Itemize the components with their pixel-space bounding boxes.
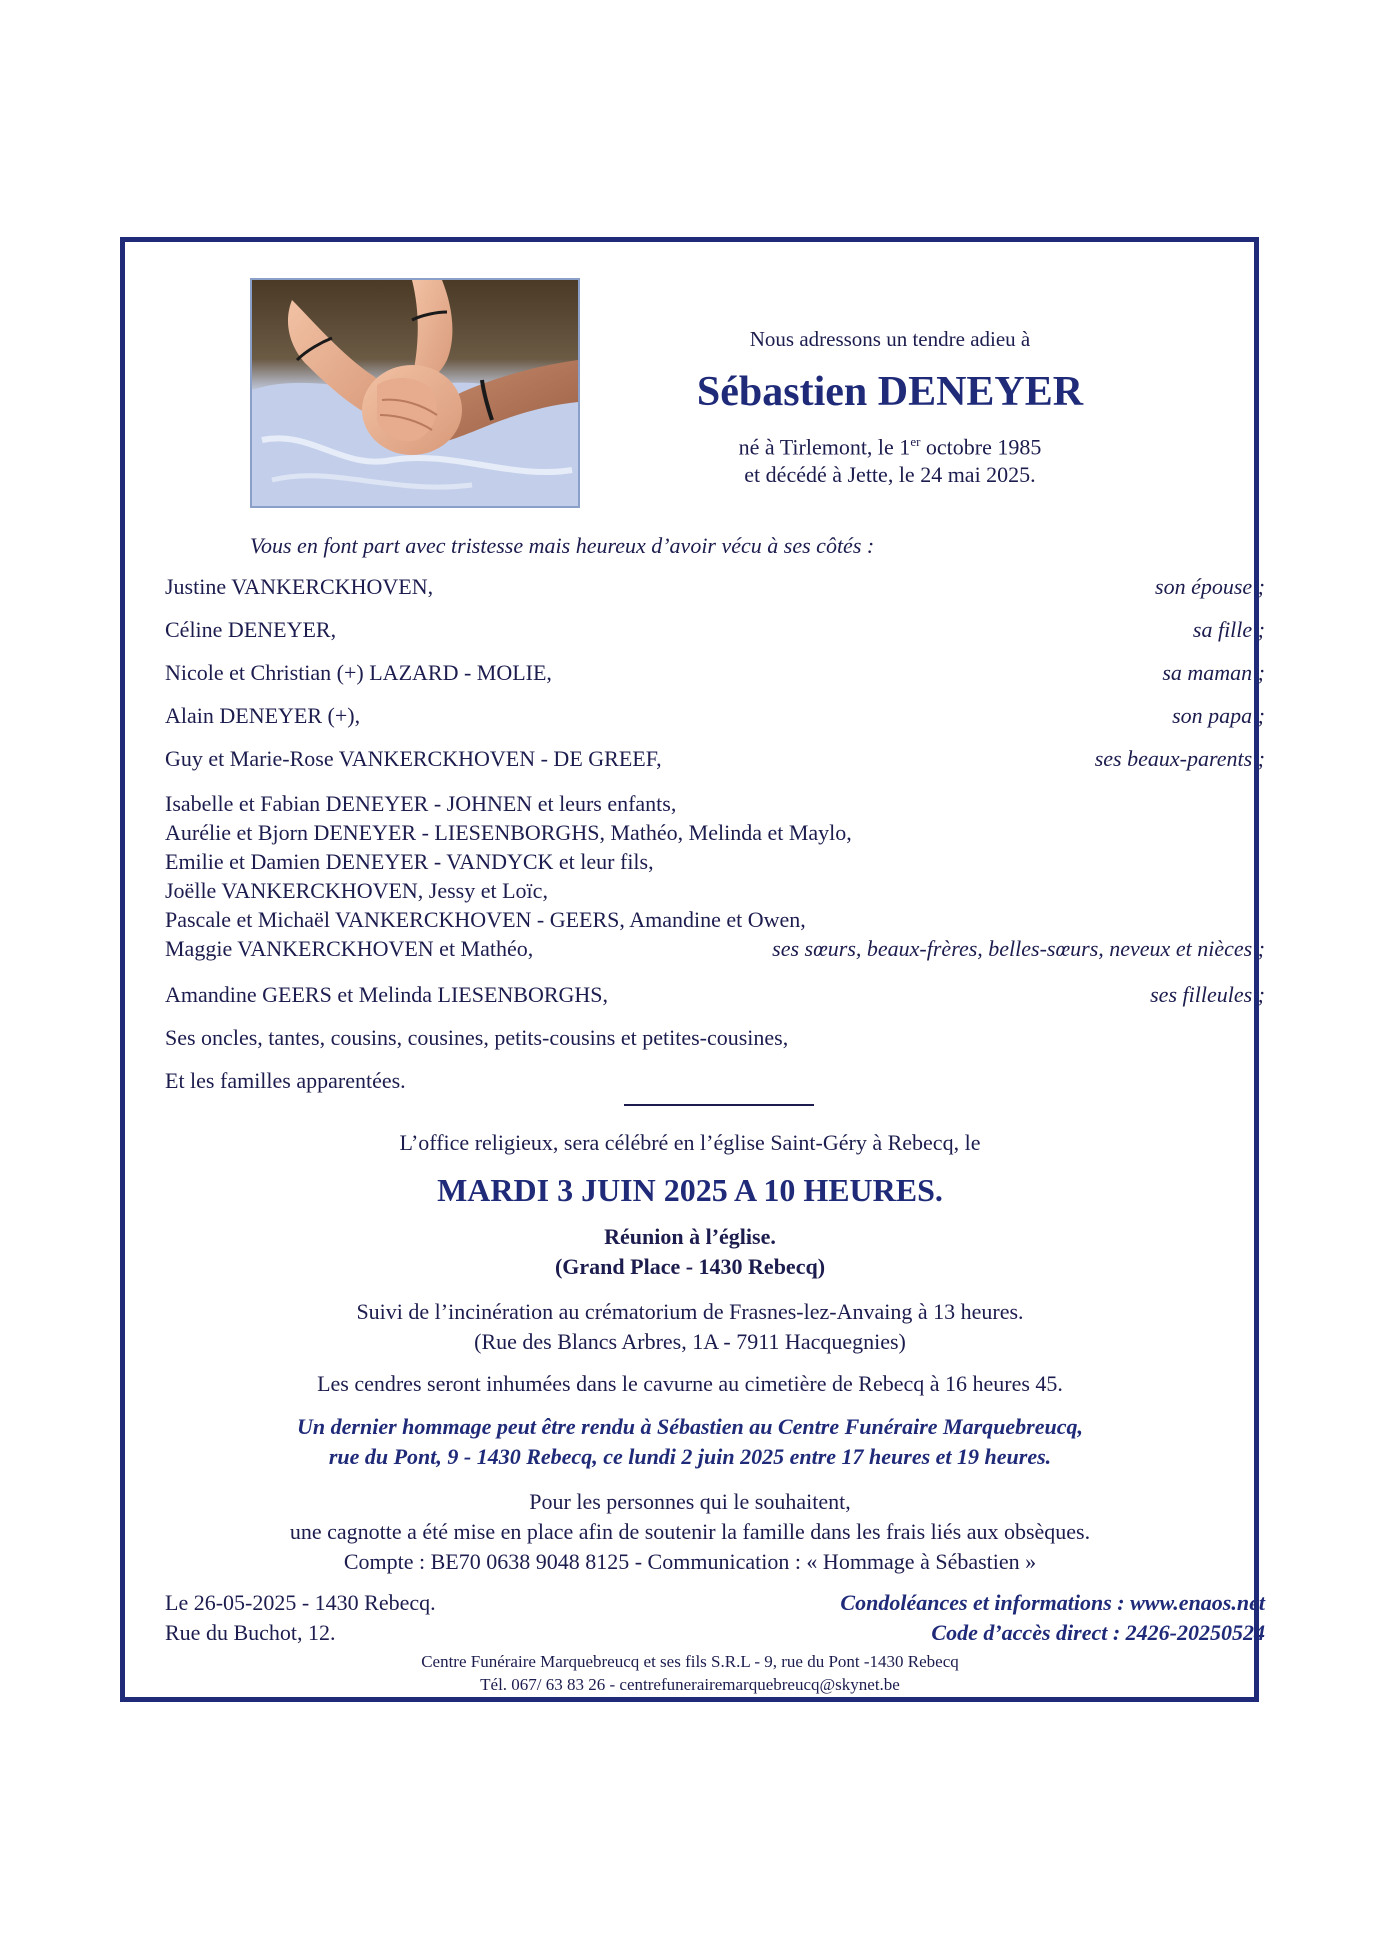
relative-name: Guy et Marie-Rose VANKERCKHOVEN - DE GREEF,	[165, 746, 662, 771]
relative-relation: ses beaux-parents ;	[1094, 746, 1265, 771]
sibling-name: Isabelle et Fabian DENEYER - JOHNEN et leurs enfants,	[165, 791, 677, 816]
extended-family-row	[165, 1066, 1265, 1096]
fundraiser-line: une cagnotte a été mise en place afin de soutenir la famille dans les frais liés aux obsèques.	[289, 1519, 1091, 1544]
footer-condolences	[840, 1588, 1265, 1648]
relative-row	[165, 658, 1265, 688]
relative-relation: sa maman ;	[1162, 660, 1265, 685]
hommage-line: Un dernier hommage peut être rendu à Sébastien au Centre Funéraire Marquebreucq,	[297, 1414, 1083, 1439]
fundraiser-line: Pour les personnes qui le souhaitent,	[529, 1489, 851, 1514]
sibling-name: Pascale et Michaël VANKERCKHOVEN - GEERS, Amandine et Owen,	[165, 907, 806, 932]
birth-line: né à Tirlemont, le 1er octobre 1985	[738, 434, 1042, 460]
hands-photo	[250, 278, 580, 508]
death-line: et décédé à Jette, le 24 mai 2025.	[744, 462, 1036, 488]
company-address: Centre Funéraire Marquebreucq et ses fils S.R.L - 9, rue du Pont -1430 Rebecq	[421, 1652, 959, 1671]
cremation-address: (Rue des Blancs Arbres, 1A - 7911 Hacquegnies)	[474, 1329, 906, 1354]
relative-row	[165, 615, 1265, 645]
family-address: Rue du Buchot, 12.	[165, 1620, 336, 1645]
access-code: Code d’accès direct : 2426-20250524	[931, 1620, 1265, 1645]
relative-name: Nicole et Christian (+) LAZARD - MOLIE,	[165, 660, 552, 685]
company-contact: Tél. 067/ 63 83 26 - centrefunerairemarquebreucq@skynet.be	[480, 1675, 900, 1694]
godchildren-name: Amandine GEERS et Melinda LIESENBORGHS,	[165, 982, 609, 1007]
sibling-row	[165, 934, 1265, 964]
relative-name: Alain DENEYER (+),	[165, 703, 361, 728]
birth-death-info	[640, 428, 1140, 489]
relative-relation: sa fille ;	[1192, 617, 1265, 642]
ceremony-intro: L’office religieux, sera célébré en l’église Saint-Géry à Rebecq, le	[399, 1130, 981, 1155]
ceremony-date: MARDI 3 JUIN 2025 A 10 HEURES.	[437, 1172, 943, 1208]
cremation-line: Suivi de l’incinération au crématorium de Frasnes-lez-Anvaing à 13 heures.	[356, 1299, 1024, 1324]
place-date: Le 26-05-2025 - 1430 Rebecq.	[165, 1590, 436, 1615]
deceased-name: Sébastien DENEYER	[696, 369, 1084, 415]
sibling-name: Joëlle VANKERCKHOVEN, Jessy et Loïc,	[165, 878, 548, 903]
siblings-relation: ses sœurs, beaux-frères, belles-sœurs, neveux et nièces ;	[772, 936, 1265, 961]
meeting-line: Réunion à l’église.	[604, 1224, 776, 1249]
sibling-row	[165, 789, 1265, 819]
fundraiser-account: Compte : BE70 0638 9048 8125 - Communication : « Hommage à Sébastien »	[343, 1549, 1037, 1574]
sibling-row	[165, 905, 1265, 935]
cremation-info	[140, 1297, 1240, 1357]
condolences-link: Condoléances et informations : www.enaos.net	[840, 1590, 1265, 1615]
sibling-name: Emilie et Damien DENEYER - VANDYCK et leur fils,	[165, 849, 654, 874]
relative-relation: son épouse ;	[1155, 574, 1265, 599]
godchildren-row	[165, 980, 1265, 1010]
hommage-info	[140, 1412, 1240, 1472]
sibling-name: Maggie VANKERCKHOVEN et Mathéo,	[165, 936, 534, 961]
section-separator	[624, 1104, 814, 1106]
extended-family-row	[165, 1023, 1265, 1053]
relative-row	[165, 701, 1265, 731]
meeting-info	[140, 1222, 1240, 1282]
footer-place	[165, 1588, 436, 1648]
announcement-line: Vous en font part avec tristesse mais heureux d’avoir vécu à ses côtés :	[250, 533, 875, 558]
relative-relation: son papa ;	[1172, 703, 1265, 728]
sibling-row	[165, 876, 1265, 906]
relative-name: Justine VANKERCKHOVEN,	[165, 574, 434, 599]
godchildren-relation: ses filleules ;	[1150, 982, 1265, 1007]
sibling-row	[165, 847, 1265, 877]
ashes-info: Les cendres seront inhumées dans le cavurne au cimetière de Rebecq à 16 heures 45.	[317, 1371, 1063, 1396]
hommage-line: rue du Pont, 9 - 1430 Rebecq, ce lundi 2 juin 2025 entre 17 heures et 19 heures.	[328, 1444, 1052, 1469]
relative-name: Céline DENEYER,	[165, 617, 337, 642]
fundraiser-info	[140, 1487, 1240, 1577]
relative-row	[165, 744, 1265, 774]
extended-family-text: Ses oncles, tantes, cousins, cousines, petits-cousins et petites-cousines,	[165, 1025, 789, 1050]
meeting-address: (Grand Place - 1430 Rebecq)	[554, 1254, 826, 1279]
extended-family-text: Et les familles apparentées.	[165, 1068, 406, 1093]
funeral-company	[140, 1650, 1240, 1696]
sibling-name: Aurélie et Bjorn DENEYER - LIESENBORGHS, Mathéo, Melinda et Maylo,	[165, 820, 852, 845]
farewell-intro: Nous adressons un tendre adieu à	[749, 327, 1031, 351]
sibling-row	[165, 818, 1265, 848]
relative-row	[165, 572, 1265, 602]
